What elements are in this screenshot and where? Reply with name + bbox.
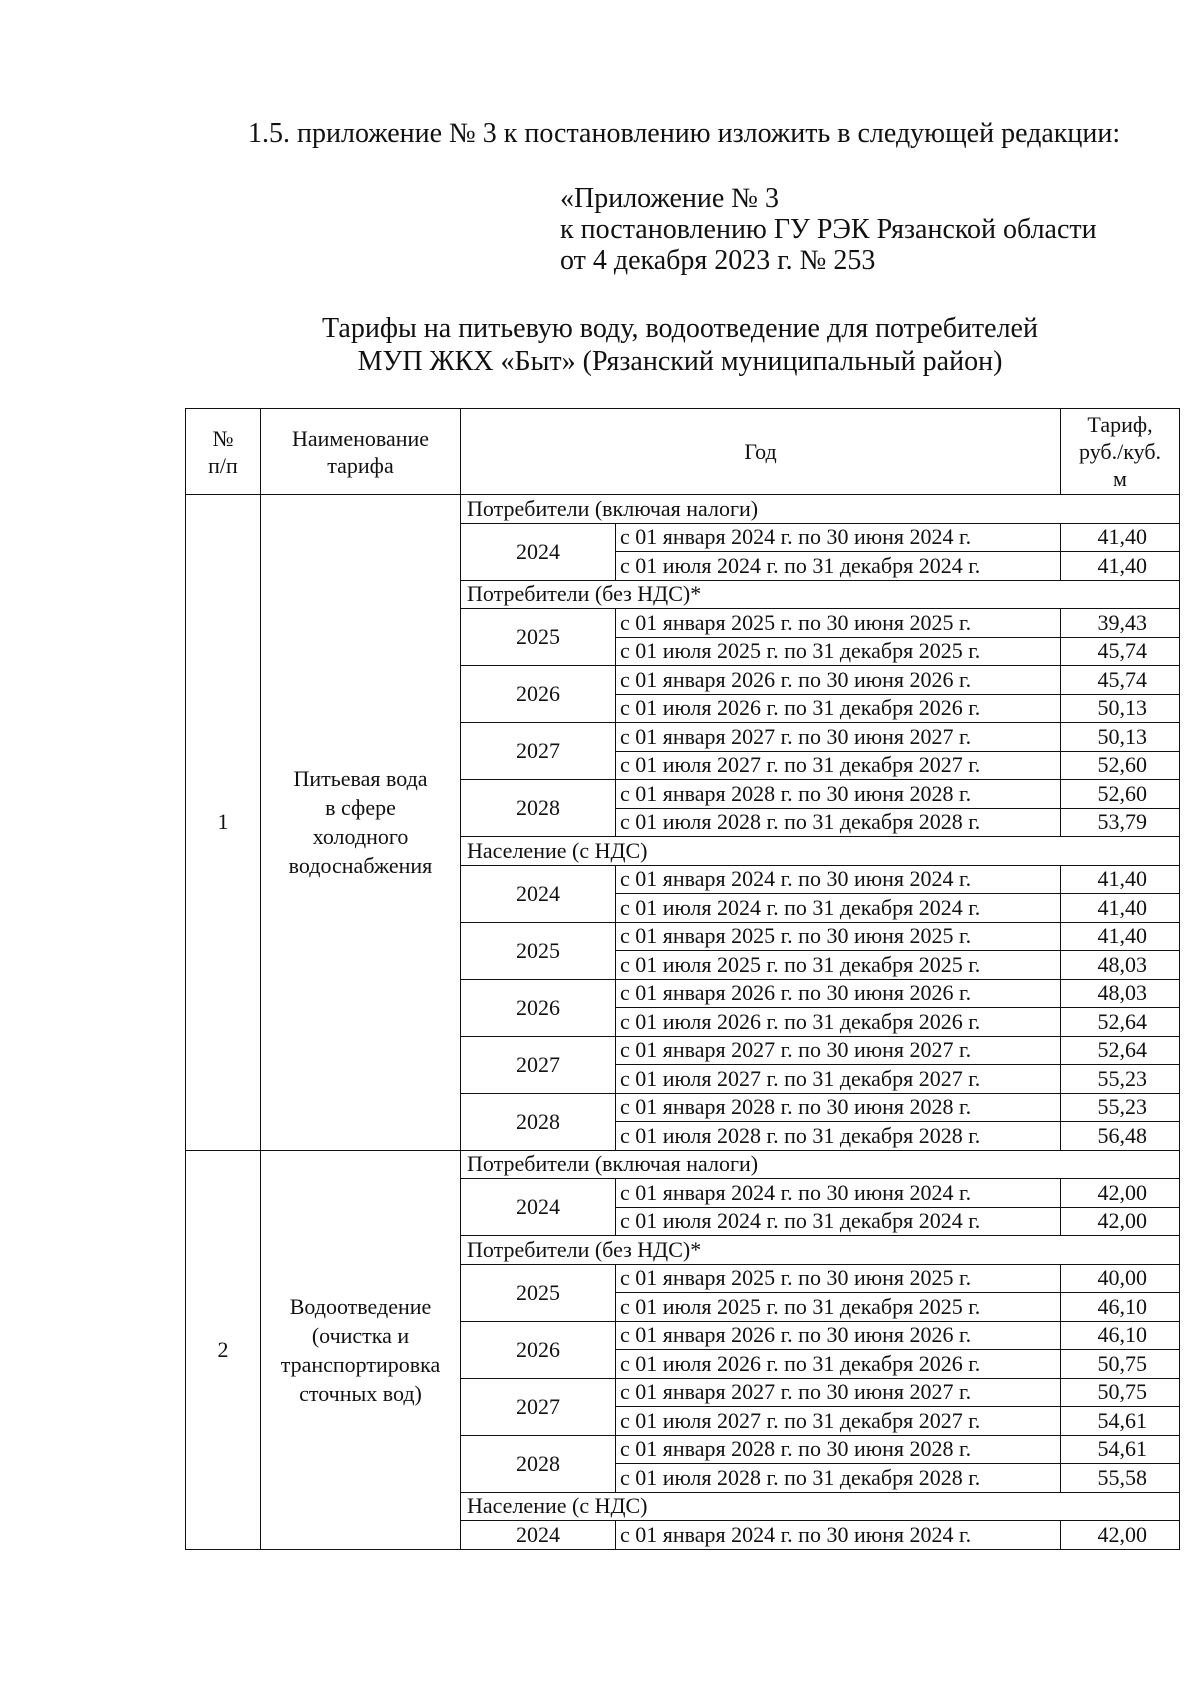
period-cell: с 01 июля 2024 г. по 31 декабря 2024 г. bbox=[616, 552, 1061, 581]
tariff-value: 41,40 bbox=[1061, 894, 1180, 923]
appendix-header bbox=[560, 183, 1097, 276]
period-cell: с 01 июля 2026 г. по 31 декабря 2026 г. bbox=[616, 694, 1061, 723]
consumer-group-label: Население (с НДС) bbox=[461, 1492, 1180, 1521]
tariff-value: 45,74 bbox=[1061, 666, 1180, 695]
tariff-value: 46,10 bbox=[1061, 1293, 1180, 1322]
tariff-table bbox=[185, 408, 1180, 1550]
header-num-line-1: № bbox=[212, 425, 234, 451]
year-cell: 2027 bbox=[461, 1378, 616, 1435]
appendix-line-3: от 4 декабря 2023 г. № 253 bbox=[560, 245, 876, 276]
row-number: 1 bbox=[186, 495, 261, 1151]
document-title bbox=[180, 312, 1180, 378]
period-cell: с 01 июля 2024 г. по 31 декабря 2024 г. bbox=[616, 1207, 1061, 1236]
period-cell: с 01 июля 2025 г. по 31 декабря 2025 г. bbox=[616, 1293, 1061, 1322]
year-cell: 2027 bbox=[461, 723, 616, 780]
period-cell: с 01 января 2027 г. по 30 июня 2027 г. bbox=[616, 1036, 1061, 1065]
period-cell: с 01 января 2028 г. по 30 июня 2028 г. bbox=[616, 780, 1061, 809]
header-num-line-2: п/п bbox=[208, 452, 238, 478]
tariff-value: 45,74 bbox=[1061, 637, 1180, 666]
period-cell: с 01 июля 2028 г. по 31 декабря 2028 г. bbox=[616, 1464, 1061, 1493]
appendix-line-2: к постановлению ГУ РЭК Рязанской области bbox=[560, 214, 1097, 245]
year-cell: 2028 bbox=[461, 1435, 616, 1492]
table-body bbox=[186, 495, 1180, 1550]
year-cell: 2024 bbox=[461, 523, 616, 580]
period-cell: с 01 июля 2025 г. по 31 декабря 2025 г. bbox=[616, 637, 1061, 666]
year-cell: 2028 bbox=[461, 780, 616, 837]
tariff-value: 42,00 bbox=[1061, 1521, 1180, 1550]
row-number: 2 bbox=[186, 1150, 261, 1549]
header-name-line-2: тарифа bbox=[327, 452, 394, 478]
tariff-value: 41,40 bbox=[1061, 552, 1180, 581]
tariff-name-line: Питьевая вода bbox=[293, 766, 428, 792]
tariff-name-line: (очистка и bbox=[311, 1322, 410, 1348]
table-header-row bbox=[186, 409, 1180, 495]
intro-text: 1.5. приложение № 3 к постановлению изложить в следующей редакции: bbox=[248, 118, 1121, 149]
year-cell: 2024 bbox=[461, 1179, 616, 1236]
header-tariff-line-3: м bbox=[1113, 466, 1127, 491]
tariff-value: 48,03 bbox=[1061, 951, 1180, 980]
period-cell: с 01 июля 2024 г. по 31 декабря 2024 г. bbox=[616, 894, 1061, 923]
tariff-name bbox=[261, 1150, 461, 1549]
tariff-value: 42,00 bbox=[1061, 1179, 1180, 1208]
appendix-line-1: «Приложение № 3 bbox=[560, 183, 779, 214]
period-cell: с 01 июля 2027 г. по 31 декабря 2027 г. bbox=[616, 751, 1061, 780]
tariff-value: 46,10 bbox=[1061, 1321, 1180, 1350]
tariff-value: 55,58 bbox=[1061, 1464, 1180, 1493]
title-line-1: Тарифы на питьевую воду, водоотведение для потребителей bbox=[322, 313, 1038, 344]
period-cell: с 01 января 2026 г. по 30 июня 2026 г. bbox=[616, 979, 1061, 1008]
tariff-value: 41,40 bbox=[1061, 922, 1180, 951]
period-cell: с 01 июля 2028 г. по 31 декабря 2028 г. bbox=[616, 808, 1061, 837]
tariff-value: 41,40 bbox=[1061, 865, 1180, 894]
year-cell: 2025 bbox=[461, 609, 616, 666]
period-cell: с 01 января 2026 г. по 30 июня 2026 г. bbox=[616, 1321, 1061, 1350]
period-cell: с 01 июля 2027 г. по 31 декабря 2027 г. bbox=[616, 1065, 1061, 1094]
tariff-value: 50,13 bbox=[1061, 723, 1180, 752]
header-year: Год bbox=[461, 409, 1061, 495]
period-cell: с 01 января 2024 г. по 30 июня 2024 г. bbox=[616, 1521, 1061, 1550]
tariff-name-line: сточных вод) bbox=[299, 1380, 422, 1406]
tariff-value: 54,61 bbox=[1061, 1407, 1180, 1436]
period-cell: с 01 января 2025 г. по 30 июня 2025 г. bbox=[616, 922, 1061, 951]
period-cell: с 01 июля 2028 г. по 31 декабря 2028 г. bbox=[616, 1122, 1061, 1151]
tariff-value: 55,23 bbox=[1061, 1065, 1180, 1094]
period-cell: с 01 января 2028 г. по 30 июня 2028 г. bbox=[616, 1093, 1061, 1122]
year-cell: 2026 bbox=[461, 666, 616, 723]
period-cell: с 01 января 2024 г. по 30 июня 2024 г. bbox=[616, 865, 1061, 894]
header-tariff bbox=[1061, 409, 1180, 495]
header-tariff-line-2: руб./куб. bbox=[1079, 439, 1162, 464]
tariff-value: 50,75 bbox=[1061, 1350, 1180, 1379]
period-cell: с 01 июля 2026 г. по 31 декабря 2026 г. bbox=[616, 1008, 1061, 1037]
tariff-value: 50,13 bbox=[1061, 694, 1180, 723]
group-row bbox=[186, 495, 1180, 524]
period-cell: с 01 января 2028 г. по 30 июня 2028 г. bbox=[616, 1435, 1061, 1464]
year-cell: 2026 bbox=[461, 1321, 616, 1378]
tariff-value: 42,00 bbox=[1061, 1207, 1180, 1236]
title-line-2: МУП ЖКХ «Быт» (Рязанский муниципальный район) bbox=[357, 346, 1003, 377]
tariff-value: 40,00 bbox=[1061, 1264, 1180, 1293]
period-cell: с 01 июля 2026 г. по 31 декабря 2026 г. bbox=[616, 1350, 1061, 1379]
tariff-value: 53,79 bbox=[1061, 808, 1180, 837]
period-cell: с 01 января 2027 г. по 30 июня 2027 г. bbox=[616, 723, 1061, 752]
tariff-name-line: Водоотведение bbox=[289, 1293, 432, 1319]
year-cell: 2026 bbox=[461, 979, 616, 1036]
consumer-group-label: Потребители (без НДС)* bbox=[461, 580, 1180, 609]
tariff-name-line: холодного bbox=[312, 824, 409, 850]
header-num bbox=[186, 409, 261, 495]
period-cell: с 01 июля 2027 г. по 31 декабря 2027 г. bbox=[616, 1407, 1061, 1436]
header-name bbox=[261, 409, 461, 495]
tariff-name-line: в сфере bbox=[325, 795, 396, 821]
year-cell: 2027 bbox=[461, 1036, 616, 1093]
year-cell: 2028 bbox=[461, 1093, 616, 1150]
period-cell: с 01 января 2025 г. по 30 июня 2025 г. bbox=[616, 609, 1061, 638]
consumer-group-label: Потребители (включая налоги) bbox=[461, 495, 1180, 524]
tariff-value: 52,60 bbox=[1061, 780, 1180, 809]
period-cell: с 01 января 2024 г. по 30 июня 2024 г. bbox=[616, 523, 1061, 552]
tariff-value: 52,64 bbox=[1061, 1036, 1180, 1065]
tariff-value: 52,60 bbox=[1061, 751, 1180, 780]
year-cell: 2024 bbox=[461, 1521, 616, 1550]
year-cell: 2025 bbox=[461, 922, 616, 979]
tariff-value: 41,40 bbox=[1061, 523, 1180, 552]
group-row bbox=[186, 1150, 1180, 1179]
header-tariff-line-1: Тариф, bbox=[1087, 412, 1153, 437]
consumer-group-label: Население (с НДС) bbox=[461, 837, 1180, 866]
tariff-value: 55,23 bbox=[1061, 1093, 1180, 1122]
header-name-line-1: Наименование bbox=[291, 425, 430, 451]
year-cell: 2024 bbox=[461, 865, 616, 922]
consumer-group-label: Потребители (без НДС)* bbox=[461, 1236, 1180, 1265]
period-cell: с 01 января 2025 г. по 30 июня 2025 г. bbox=[616, 1264, 1061, 1293]
period-cell: с 01 июля 2025 г. по 31 декабря 2025 г. bbox=[616, 951, 1061, 980]
tariff-name-line: водоснабжения bbox=[288, 853, 433, 879]
year-cell: 2025 bbox=[461, 1264, 616, 1321]
period-cell: с 01 января 2027 г. по 30 июня 2027 г. bbox=[616, 1378, 1061, 1407]
tariff-value: 39,43 bbox=[1061, 609, 1180, 638]
tariff-value: 48,03 bbox=[1061, 979, 1180, 1008]
tariff-value: 54,61 bbox=[1061, 1435, 1180, 1464]
tariff-name bbox=[261, 495, 461, 1151]
tariff-name-line: транспортировка bbox=[280, 1351, 441, 1377]
consumer-group-label: Потребители (включая налоги) bbox=[461, 1150, 1180, 1179]
period-cell: с 01 января 2024 г. по 30 июня 2024 г. bbox=[616, 1179, 1061, 1208]
tariff-value: 50,75 bbox=[1061, 1378, 1180, 1407]
tariff-value: 52,64 bbox=[1061, 1008, 1180, 1037]
period-cell: с 01 января 2026 г. по 30 июня 2026 г. bbox=[616, 666, 1061, 695]
tariff-value: 56,48 bbox=[1061, 1122, 1180, 1151]
